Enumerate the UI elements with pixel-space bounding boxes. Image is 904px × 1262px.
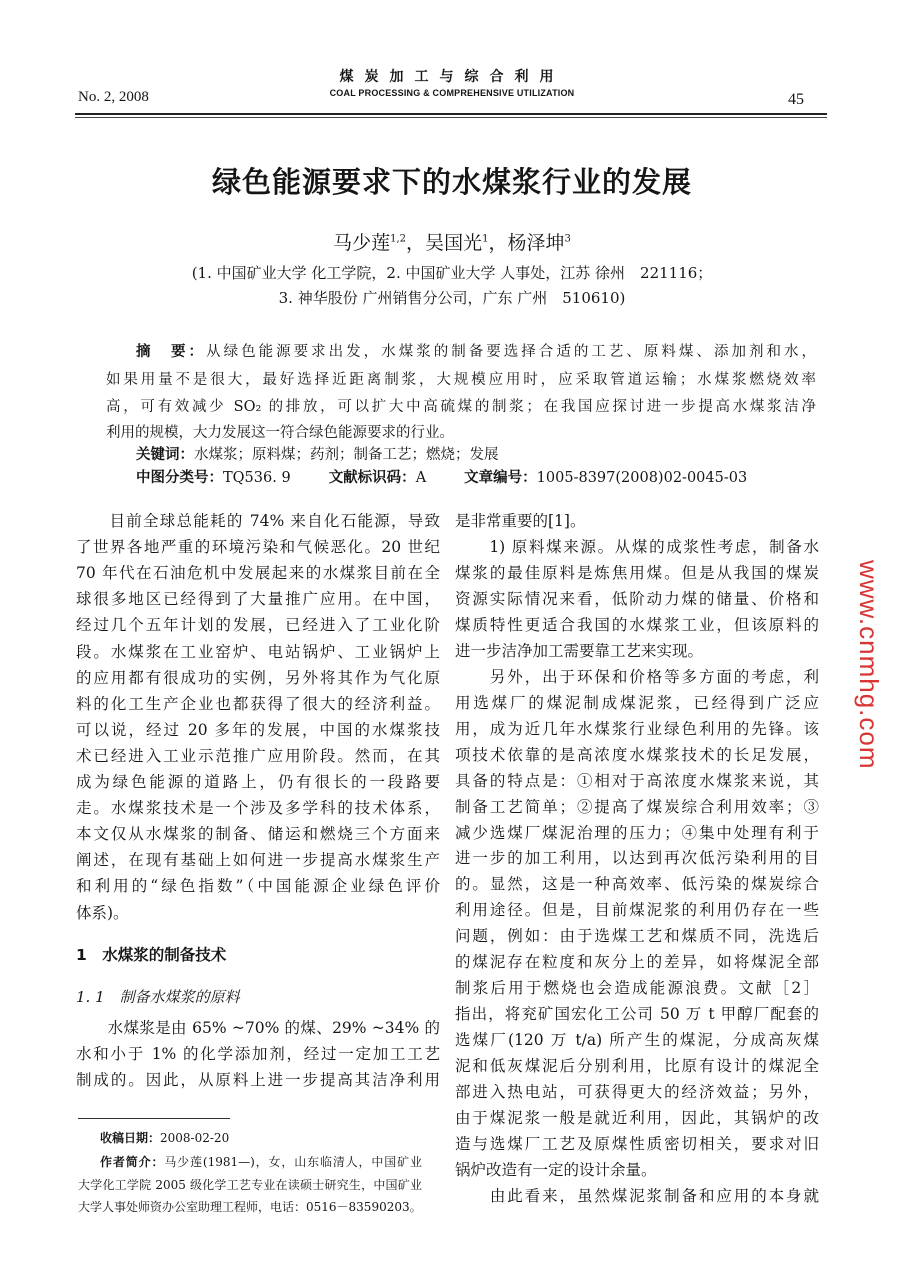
article-title: 绿色能源要求下的水煤浆行业的发展 — [211, 165, 692, 199]
keywords: 水煤浆；原料煤；药剂；制备工艺；燃烧；发展 — [194, 447, 499, 463]
watermark: www.cnmhg.com — [854, 560, 884, 770]
body-text-line: 制成的。因此，从原料上进一步提高其洁净利用 — [76, 1071, 440, 1089]
body-text-line: 了世界各地严重的环境污染和气候恶化。20 世纪 — [76, 538, 440, 557]
affiliation-line: (1. 中国矿业大学 化工学院，2. 中国矿业大学 人事处，江苏 徐州 221116； — [191, 264, 713, 282]
body-text-line: 制浆后用于燃烧也会造成能源浪费。文献［2］ — [455, 979, 819, 998]
author-affiliation-mark: 1,2 — [390, 233, 407, 245]
body-text-line: 的煤泥存在粒度和灰分上的差异，如将煤泥全部 — [455, 953, 819, 972]
body-text-line: 煤质特性更适合我国的水煤浆工业，但该原料的 — [455, 615, 819, 634]
body-text-line: 和利用的“绿色指数”（中国能源企业绿色评价 — [76, 877, 440, 896]
subsection-heading: 1. 1 制备水煤浆的原料 — [76, 988, 240, 1006]
doc-code-label: 文献标识码： — [328, 470, 416, 486]
body-text-line: 资源实际情况来看，低阶动力煤的储量、价格和 — [455, 589, 819, 608]
bio-text: 马少莲(1981—)，女，山东临清人，中国矿业 — [164, 1155, 422, 1169]
body-text-line: 进一步的加工利用，以达到再次低污染利用的目 — [455, 849, 819, 868]
bio-text: 大学人事处师资办公室助理工程师，电话：0516－83590203。 — [78, 1200, 422, 1214]
abstract-text: 利用的规模，大力发展这一符合绿色能源要求的行业。 — [106, 425, 454, 441]
abstract-text: 如果用量不是很大，最好选择近距离制浆，大规模应用时，应采取管道运输；水煤浆燃烧效率 — [106, 372, 816, 388]
body-text-line: 水和小于 1% 的化学添加剂，经过一定加工工艺 — [76, 1045, 440, 1063]
abstract-text: 高，可有效减少 SO₂ 的排放，可以扩大中高硫煤的制浆；在我国应探讨进一步提高水煤浆洁净 — [106, 399, 816, 415]
body-text-line: 成为绿色能源的道路上，仍有很长的一段路要 — [76, 773, 440, 791]
page-number: 45 — [788, 91, 804, 108]
header-rule-thin — [75, 117, 827, 118]
issue-number: No. 2, 2008 — [78, 89, 149, 105]
footnote-bio-line — [78, 1197, 422, 1217]
body-text-line: 进一步洁净加工需要靠工艺来实现。 — [455, 641, 704, 660]
body-text-line: 另外，出于环保和价格等多方面的考虑，利 — [455, 667, 819, 686]
header-rule — [75, 113, 827, 115]
body-text-line: 问题，例如：由于选煤工艺和煤质不同，洗选后 — [455, 927, 819, 946]
body-text-line: 走。水煤浆技术是一个涉及多学科的技术体系， — [76, 799, 440, 818]
body-text-line: 本文仅从水煤浆的制备、储运和燃烧三个方面来 — [76, 825, 440, 844]
affiliation-line: 3. 神华股份 广州销售分公司，广东 广州 510610) — [278, 289, 626, 307]
footnote-received — [100, 1128, 229, 1148]
body-text-line: 减少选煤厂煤泥治理的压力；④集中处理有利于 — [455, 823, 819, 842]
body-text-line: 经过几个五年计划的发展，已经进入了工业化阶 — [76, 616, 440, 635]
clc-label: 中图分类号： — [136, 470, 223, 486]
body-text-line: 段。水煤浆在工业窑炉、电站锅炉、工业锅炉上 — [76, 642, 440, 661]
body-text-line: 由此看来，虽然煤泥浆制备和应用的本身就 — [455, 1186, 819, 1205]
body-text-line: 制备工艺简单；②提高了煤炭综合利用效率；③ — [455, 797, 819, 816]
body-text-line: 可以说，经过 20 多年的发展，中国的水煤浆技 — [76, 720, 440, 739]
body-text-line: 的。显然，这是一种高效率、低污染的煤炭综合 — [455, 875, 819, 894]
section-heading: 1 水煤浆的制备技术 — [76, 946, 227, 964]
abstract-text: 从绿色能源要求出发，水煤浆的制备要选择合适的工艺、原料煤、添加剂和水， — [206, 344, 817, 360]
keywords-line — [136, 444, 499, 466]
bio-text: 大学化工学院 2005 级化学工艺专业在读硕士研究生，中国矿业 — [78, 1178, 422, 1192]
author-separator: ， — [488, 232, 508, 254]
body-text-line: 1) 原料煤来源。从煤的成浆性考虑，制备水 — [455, 537, 819, 556]
author-affiliation-mark: 1 — [482, 233, 489, 245]
footnote-bio-line — [100, 1152, 422, 1172]
keywords-label: 关键词： — [136, 447, 194, 463]
doc-code: A — [415, 470, 427, 486]
body-text-line: 煤浆的最佳原料是炼焦用煤。但是从我国的煤炭 — [455, 563, 819, 582]
abstract-line — [136, 341, 816, 363]
body-text-line: 用，成为近几年水煤浆行业绿色利用的先锋。该 — [455, 719, 819, 738]
body-text-line: 由于煤泥浆一般是就近利用，因此，其锅炉的改 — [455, 1109, 819, 1128]
body-text-line: 利用途径。但是，目前煤泥浆的利用仍存在一些 — [455, 901, 819, 920]
abstract-line — [106, 396, 816, 418]
bio-label: 作者简介： — [100, 1155, 165, 1169]
body-text-line: 具备的特点是：①相对于高浓度水煤浆来说，其 — [455, 771, 819, 790]
received-label: 收稿日期： — [100, 1131, 161, 1145]
abstract-line — [106, 422, 816, 444]
abstract-label: 摘 要： — [136, 344, 207, 360]
author-affiliation-mark: 3 — [564, 233, 571, 245]
body-text-line: 是非常重要的[1]。 — [455, 512, 586, 530]
article-number: 1005-8397(2008)02-0045-03 — [536, 470, 748, 486]
footnote-rule — [78, 1118, 230, 1119]
footnote-bio-line — [78, 1175, 422, 1195]
body-text-line: 选煤厂(120 万 t/a) 所产生的煤泥，分成高灰煤 — [455, 1031, 819, 1050]
author-name: 杨泽坤 — [507, 232, 565, 254]
body-text-line: 体系)。 — [76, 903, 129, 922]
clc-code: TQ536. 9 — [223, 470, 291, 486]
body-text-line: 造与选煤厂工艺及原煤性质密切相关，要求对旧 — [455, 1135, 819, 1154]
journal-title-cn: 煤炭加工与综合利用 — [339, 69, 565, 85]
author-name: 马少莲 — [333, 232, 391, 254]
received-date: 2008-02-20 — [160, 1131, 230, 1145]
article-no-label: 文章编号： — [464, 470, 537, 486]
author-separator: ， — [406, 232, 426, 254]
body-text-line: 目前全球总能耗的 74% 来自化石能源，导致 — [76, 512, 440, 530]
author-name: 吴国光 — [425, 232, 483, 254]
body-text-line: 的应用都有很成功的实例，另外将其作为气化原 — [76, 668, 440, 687]
body-text-line: 项技术依靠的是高浓度水煤浆技术的长足发展， — [455, 745, 819, 764]
body-text-line: 料的化工生产企业也都获得了很大的经济利益。 — [76, 694, 440, 713]
author-list — [0, 228, 904, 255]
journal-title-en: COAL PROCESSING & COMPREHENSIVE UTILIZATION — [329, 88, 575, 98]
body-text-line: 泥和低灰煤泥后分别利用，比原有设计的煤泥全 — [455, 1057, 819, 1076]
body-text-line: 指出，将兖矿国宏化工公司 50 万 t 甲醇厂配套的 — [455, 1005, 819, 1024]
body-text-line: 术已经进入工业示范推广应用阶段。然而，在其 — [76, 746, 440, 765]
body-text-line: 部进入热电站，可获得更大的经济效益；另外， — [455, 1083, 819, 1102]
classification-line — [136, 467, 747, 489]
body-text-line: 球很多地区已经得到了大量推广应用。在中国， — [76, 590, 440, 609]
body-text-line: 水煤浆是由 65% ~70% 的煤、29% ~34% 的 — [76, 1019, 440, 1037]
abstract-line — [106, 369, 816, 391]
body-text-line: 70 年代在石油危机中发展起来的水煤浆目前在全 — [76, 564, 440, 583]
body-text-line: 用选煤厂的煤泥制成煤泥浆，已经得到广泛应 — [455, 693, 819, 712]
body-text-line: 锅炉改造有一定的设计余量。 — [455, 1161, 657, 1179]
body-text-line: 阐述，在现有基础上如何进一步提高水煤浆生产 — [76, 851, 440, 870]
